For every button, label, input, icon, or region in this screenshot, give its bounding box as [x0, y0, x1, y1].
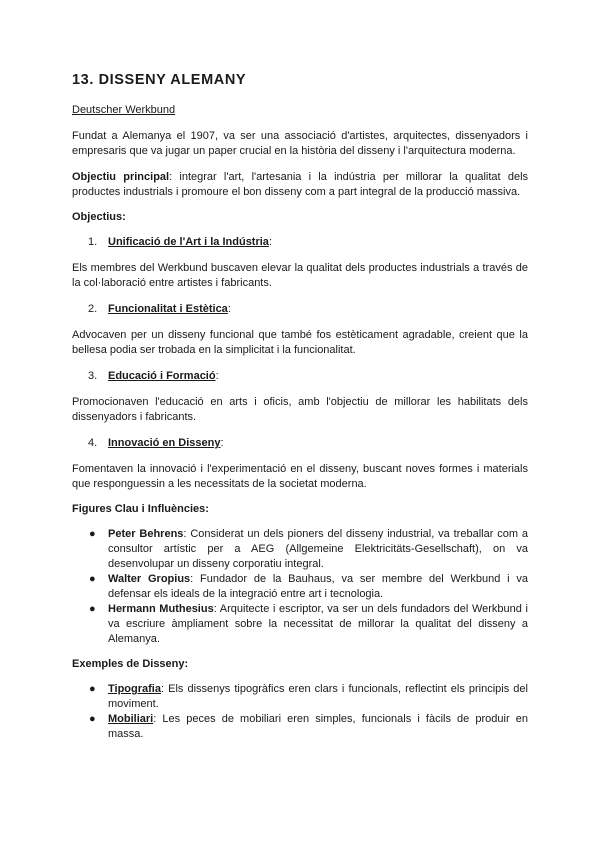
objective-heading: [72, 436, 528, 451]
figure-text: : Arquitecte i escriptor, va ser un dels fundadors del Werkbund i va escriure àmpliament sobre la necessitat de millorar la qualitat del disseny a Alemanya.: [108, 603, 528, 645]
main-objective-text: : integrar l'art, l'artesania i la indústria per millorar la qualitat dels productes industrials i promoure el bon disseny com a part integral de la producció massiva.: [72, 171, 529, 198]
figures-list: [72, 527, 528, 647]
objective-colon: :: [268, 236, 272, 248]
objective-title: Innovació en Disseny: [108, 437, 221, 449]
objectives-heading: Objectius:: [72, 211, 126, 223]
main-objective-label: Objectiu principal: [72, 171, 170, 183]
objective-3: [72, 369, 528, 425]
objective-number: 4.: [88, 437, 98, 449]
bullet-icon: ●: [89, 713, 96, 725]
objective-colon: :: [220, 437, 224, 449]
examples-list: [72, 682, 528, 742]
list-item: [72, 572, 528, 602]
list-item: [72, 527, 528, 572]
objective-heading: [72, 369, 528, 384]
objective-colon: :: [215, 370, 219, 382]
figure-text: : Considerat un dels pioners del disseny industrial, va treballar com a consultor artístic per a AEG (Allgemeine Elektricitäts-Gesellschaft), on va desenvolupar un disseny corporatiu integral.: [108, 528, 529, 570]
example-text: : Les peces de mobiliari eren simples, funcionals i fàcils de produir en massa.: [108, 713, 528, 740]
list-item: [72, 682, 528, 712]
bullet-icon: ●: [89, 528, 96, 540]
bullet-icon: ●: [89, 603, 96, 615]
bullet-icon: ●: [89, 573, 96, 585]
objective-heading: [72, 235, 528, 250]
objective-4: [72, 436, 528, 492]
main-objective-paragraph: [72, 170, 528, 200]
list-item: [72, 712, 528, 742]
objective-title: Funcionalitat i Estètica: [108, 303, 228, 315]
figures-heading: Figures Clau i Influències:: [72, 503, 209, 515]
objective-text: Promocionaven l'educació en arts i oficis, amb l'objectiu de millorar les habilitats dels dissenyadors i fabricants.: [72, 396, 528, 423]
objective-title: Educació i Formació: [108, 370, 216, 382]
objective-2: [72, 302, 528, 358]
example-name: Mobiliari: [108, 713, 154, 725]
objective-text: Advocaven per un disseny funcional que també fos estèticament agradable, creient que la bellesa podia ser trobada en la simplicitat i la funcionalitat.: [72, 329, 528, 356]
examples-heading: Exemples de Disseny:: [72, 658, 189, 670]
example-name: Tipografia: [108, 683, 161, 695]
subtitle: [72, 103, 528, 118]
figure-name: Walter Gropius: [108, 573, 191, 585]
figure-name: Peter Behrens: [108, 528, 184, 540]
example-text: : Els dissenys tipogràfics eren clars i funcionals, reflectint els principis del moviment.: [108, 683, 528, 710]
intro-paragraph: Fundat a Alemanya el 1907, va ser una associació d'artistes, arquitectes, dissenyadors i empresaris que va jugar un paper crucial en la història del disseny i l'arquitectura moderna.: [72, 130, 528, 157]
figure-text: : Fundador de la Bauhaus, va ser membre del Werkbund i va defensar els ideals de la integració entre art i tecnologia.: [108, 573, 528, 600]
objective-heading: [72, 302, 528, 317]
subtitle-text: Deutscher Werkbund: [72, 104, 176, 116]
objective-colon: :: [227, 303, 231, 315]
objective-number: 1.: [88, 236, 98, 248]
objective-1: [72, 235, 528, 291]
list-item: [72, 602, 528, 647]
objective-number: 2.: [88, 303, 98, 315]
figure-name: Hermann Muthesius: [108, 603, 214, 615]
objective-title: Unificació de l'Art i la Indústria: [108, 236, 269, 248]
bullet-icon: ●: [89, 683, 96, 695]
page-title: 13. DISSENY ALEMANY: [72, 72, 247, 88]
objective-number: 3.: [88, 370, 98, 382]
objective-text: Els membres del Werkbund buscaven elevar la qualitat dels productes industrials a través de la col·laboració entre artistes i fabricants.: [72, 262, 528, 289]
objective-text: Fomentaven la innovació i l'experimentació en el disseny, buscant noves formes i materials que responguessin a les necessitats de la societat moderna.: [72, 463, 528, 490]
